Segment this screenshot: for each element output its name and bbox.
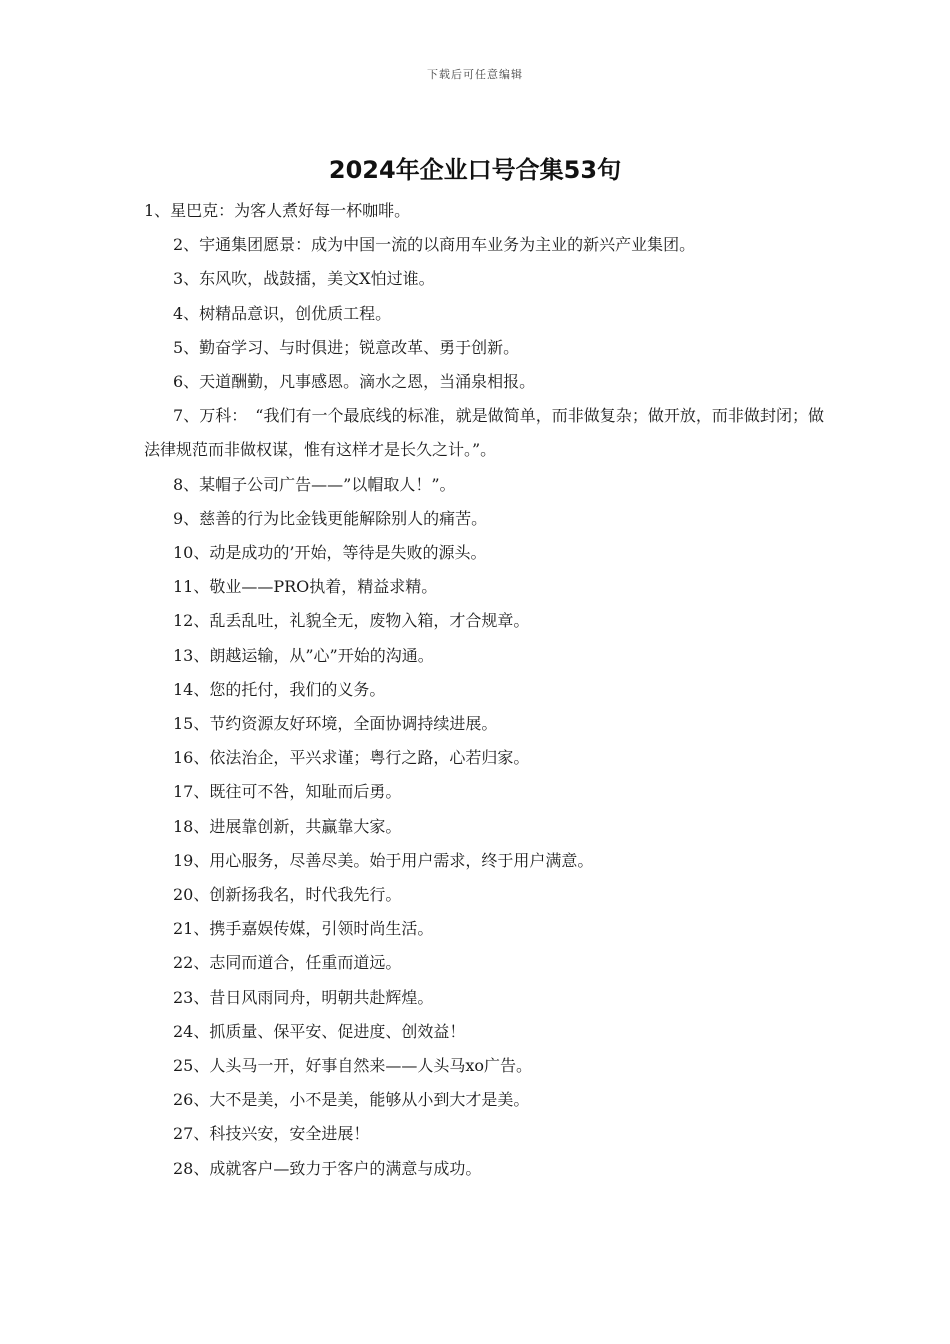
list-item: 11、敬业——PRO执着，精益求精。 [173,577,438,597]
header-note: 下载后可任意编辑 [427,68,523,81]
list-item: 10、动是成功的’开始，等待是失败的源头。 [173,543,487,563]
list-item: 1、星巴克：为客人煮好每一杯咖啡。 [144,201,411,220]
list-item: 16、依法治企，平兴求谨；粤行之路，心若归家。 [173,748,530,768]
list-item: 19、用心服务，尽善尽美。始于用户需求，终于用户满意。 [173,850,594,870]
list-item: 14、您的托付，我们的义务。 [173,679,386,699]
list-item: 25、人头马一开，好事自然来——人头马xo广告。 [173,1056,533,1076]
list-item: 20、创新扬我名，时代我先行。 [173,885,402,905]
list-item: 17、既往可不咎，知耻而后勇。 [173,782,402,802]
list-item: 21、携手嘉娱传媒，引领时尚生活。 [173,919,434,939]
list-item: 4、树精品意识，创优质工程。 [173,303,392,323]
list-item: 27、科技兴安，安全进展！ [173,1124,370,1144]
list-item: 15、节约资源友好环境，全面协调持续进展。 [173,714,498,734]
list-item: 22、志同而道合，任重而道远。 [173,953,402,973]
list-item: 3、东风吹，战鼓擂，美文X怕过谁。 [173,269,435,289]
list-item: 6、天道酬勤，凡事感恩。滴水之恩，当涌泉相报。 [173,372,536,392]
list-item: 8、某帽子公司广告——”以帽取人！”。 [173,474,456,494]
list-item: 18、进展靠创新，共赢靠大家。 [173,816,402,836]
list-item: 9、慈善的行为比金钱更能解除别人的痛苦。 [173,508,488,528]
list-item: 7、万科： “我们有一个最底线的标准，就是做简单，而非做复杂；做开放，而非做封闭；做法律规范而非做权谋，惟有这样才是长久之计。”。 [144,406,824,460]
list-item: 12、乱丢乱吐，礼貌全无，废物入箱，才合规章。 [173,611,530,631]
list-item: 23、昔日风雨同舟，明朝共赴辉煌。 [173,987,434,1007]
list-item: 28、成就客户—致力于客户的满意与成功。 [173,1158,482,1178]
list-item: 26、大不是美，小不是美，能够从小到大才是美。 [173,1090,530,1110]
list-item: 13、朗越运输，从”心”开始的沟通。 [173,645,434,665]
list-item: 5、勤奋学习、与时俱进；锐意改革、勇于创新。 [173,337,520,357]
list-item: 24、抓质量、保平安、促进度、创效益！ [173,1021,466,1041]
document-title: 2024年企业口号合集53句 [328,156,622,184]
list-item: 2、宇通集团愿景：成为中国一流的以商用车业务为主业的新兴产业集团。 [173,235,696,255]
slogan-list [144,194,824,1186]
